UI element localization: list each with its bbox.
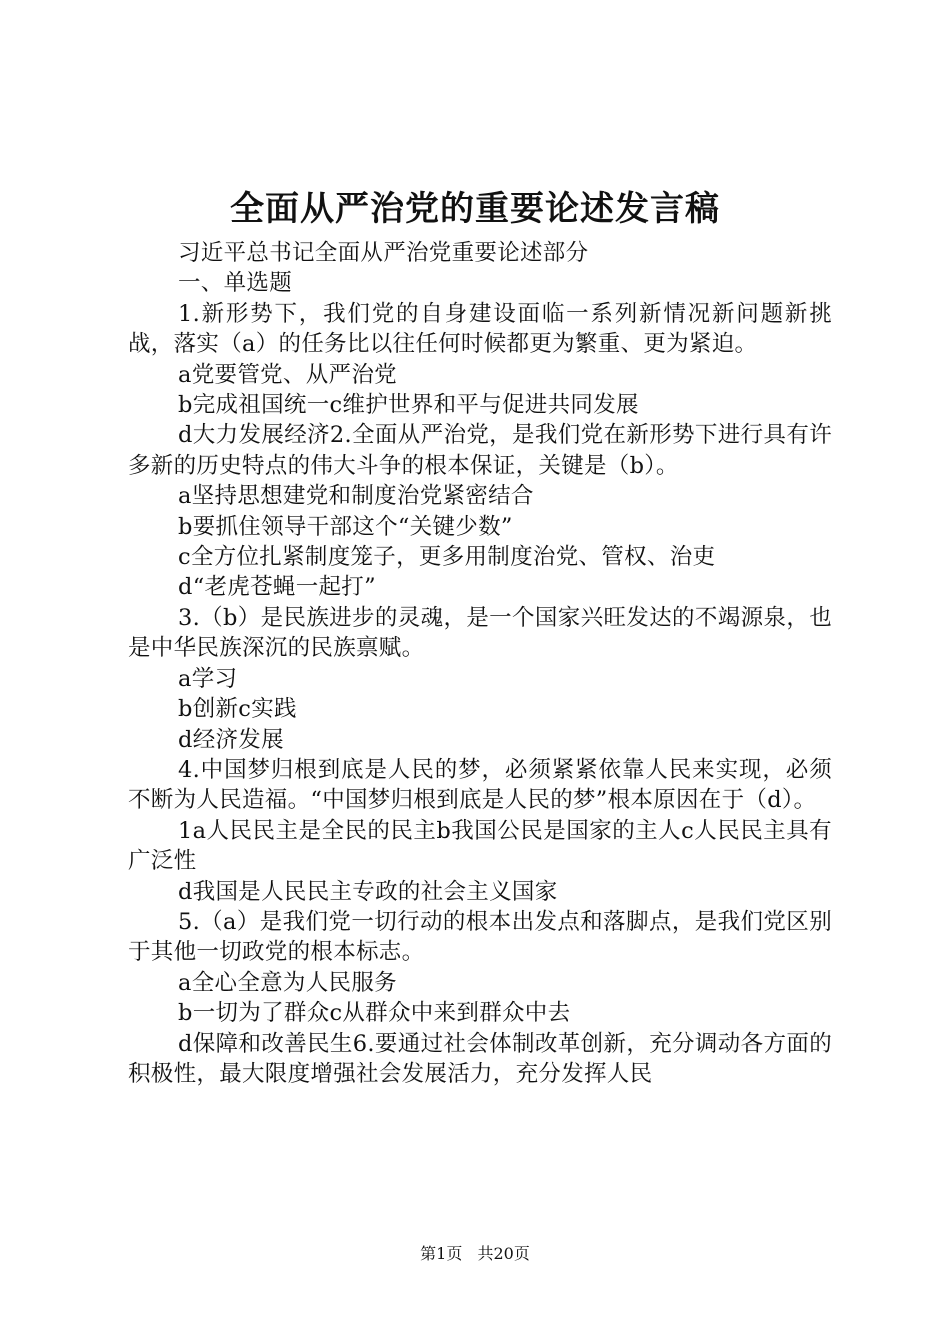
page-total: 共20页 bbox=[477, 1244, 530, 1263]
option-line: c全方位扎紧制度笼子，更多用制度治党、管权、治吏 bbox=[178, 544, 716, 571]
option-line: a坚持思想建党和制度治党紧密结合 bbox=[178, 483, 534, 510]
option-line: b要抓住领导干部这个“关键少数” bbox=[178, 513, 513, 540]
question-3: 3.（b）是民族进步的灵魂，是一个国家兴旺发达的不竭源泉，也是中华民族深沉的民族禀赋。 bbox=[128, 604, 832, 662]
question-2: d大力发展经济2.全面从严治党，是我们党在新形势下进行具有许多新的历史特点的伟大斗争的根本保证，关键是（b）。 bbox=[128, 422, 832, 479]
page-number: 第1页 bbox=[420, 1244, 463, 1263]
option-line: d我国是人民民主专政的社会主义国家 bbox=[178, 878, 558, 905]
option-line: a全心全意为人民服务 bbox=[178, 969, 397, 996]
section-heading: 一、单选题 bbox=[178, 270, 293, 297]
option-line: d“老虎苍蝇一起打” bbox=[178, 574, 376, 601]
option-line: d经济发展 bbox=[178, 726, 284, 753]
document-body bbox=[128, 238, 832, 1089]
option-line: b完成祖国统一c维护世界和平与促进共同发展 bbox=[178, 392, 639, 419]
option-line: 1a人民民主是全民的民主b我国公民是国家的主人c人民民主具有广泛性 bbox=[128, 817, 832, 875]
option-line: a学习 bbox=[178, 665, 238, 692]
option-line: a党要管党、从严治党 bbox=[178, 361, 397, 388]
option-line: b一切为了群众c从群众中来到群众中去 bbox=[178, 1000, 571, 1027]
page-footer bbox=[0, 1243, 950, 1265]
option-line: b创新c实践 bbox=[178, 696, 297, 723]
document-title: 全面从严治党的重要论述发言稿 bbox=[230, 189, 720, 229]
question-1: 1.新形势下，我们党的自身建设面临一系列新情况新问题新挑战，落实（a）的任务比以往任何时候都更为繁重、更为紧迫。 bbox=[128, 300, 832, 358]
question-4: 4.中国梦归根到底是人民的梦，必须紧紧依靠人民来实现，必须不断为人民造福。“中国梦归根到底是人民的梦”根本原因在于（d）。 bbox=[128, 756, 832, 814]
question-5: 5.（a）是我们党一切行动的根本出发点和落脚点，是我们党区别于其他一切政党的根本标志。 bbox=[128, 908, 832, 966]
paragraph-intro: 习近平总书记全面从严治党重要论述部分 bbox=[178, 240, 589, 266]
question-6: d保障和改善民生6.要通过社会体制改革创新，充分调动各方面的积极性，最大限度增强社会发展活力，充分发挥人民 bbox=[128, 1030, 832, 1087]
